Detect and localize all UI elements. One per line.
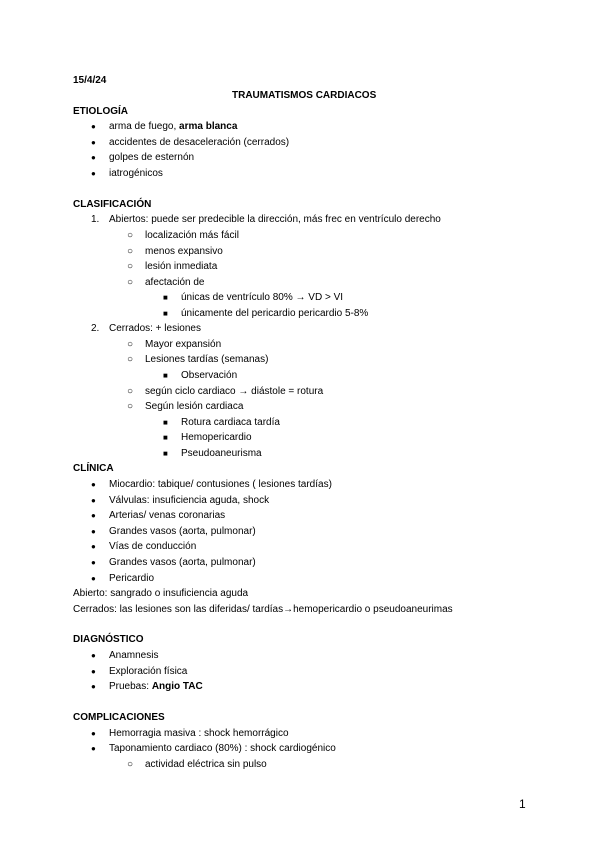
page-title: TRAUMATISMOS CARDIACOS xyxy=(232,90,377,101)
list-item: lesión inmediata xyxy=(145,261,218,272)
list-item: Miocardio: tabique/ contusiones ( lesiones tardías) xyxy=(109,479,332,490)
list-item: localización más fácil xyxy=(145,230,239,241)
circle-bullet-icon: ○ xyxy=(127,759,134,770)
list-item: Pericardio xyxy=(109,573,155,584)
list-item: Exploración física xyxy=(109,666,188,677)
circle-bullet-icon: ○ xyxy=(127,386,134,397)
list-item: Mayor expansión xyxy=(145,339,222,350)
list-item: arma de fuego, arma blanca xyxy=(109,121,238,132)
circle-bullet-icon: ○ xyxy=(127,401,134,412)
list-item: Válvulas: insuficiencia aguda, shock xyxy=(109,495,270,506)
list-item: Hemorragia masiva : shock hemorrágico xyxy=(109,728,289,739)
list-item: Hemopericardio xyxy=(181,432,252,443)
bullet-icon: ● xyxy=(91,558,96,567)
cerrados-note: Cerrados: las lesiones son las diferidas/ tardías→hemopericardio o pseudoaneurimas xyxy=(73,604,453,615)
bullet-icon: ● xyxy=(91,744,96,753)
list-item: Grandes vasos (aorta, pulmonar) xyxy=(109,526,256,537)
cerrados-item: Cerrados: + lesiones xyxy=(109,323,201,334)
square-bullet-icon: ■ xyxy=(163,418,168,427)
list-item: menos expansivo xyxy=(145,246,223,257)
list-item: Lesiones tardías (semanas) xyxy=(145,354,269,365)
circle-bullet-icon: ○ xyxy=(127,339,134,350)
complicaciones-heading: COMPLICACIONES xyxy=(73,712,165,723)
square-bullet-icon: ■ xyxy=(163,293,168,302)
bullet-icon: ● xyxy=(91,153,96,162)
list-number: 2. xyxy=(91,323,100,334)
list-item: Rotura cardiaca tardía xyxy=(181,417,280,428)
bullet-icon: ● xyxy=(91,496,96,505)
abiertos-item: Abiertos: puede ser predecible la dirección, más frec en ventrículo derecho xyxy=(109,214,441,225)
bullet-icon: ● xyxy=(91,667,96,676)
list-item: accidentes de desaceleración (cerrados) xyxy=(109,137,290,148)
circle-bullet-icon: ○ xyxy=(127,277,134,288)
list-item: Pruebas: Angio TAC xyxy=(109,681,203,692)
list-item: Observación xyxy=(181,370,238,381)
circle-bullet-icon: ○ xyxy=(127,354,134,365)
list-item: según ciclo cardiaco → diástole = rotura xyxy=(145,386,324,397)
square-bullet-icon: ■ xyxy=(163,433,168,442)
etiologia-heading: ETIOLOGÍA xyxy=(73,106,128,117)
bullet-icon: ● xyxy=(91,729,96,738)
bullet-icon: ● xyxy=(91,138,96,147)
bullet-icon: ● xyxy=(91,542,96,551)
bullet-icon: ● xyxy=(91,682,96,691)
list-item: Vías de conducción xyxy=(109,541,197,552)
circle-bullet-icon: ○ xyxy=(127,246,134,257)
list-item: Grandes vasos (aorta, pulmonar) xyxy=(109,557,256,568)
bullet-icon: ● xyxy=(91,169,96,178)
list-item: iatrogénicos xyxy=(109,168,163,179)
list-item: únicamente del pericardio pericardio 5-8% xyxy=(181,308,369,319)
bullet-icon: ● xyxy=(91,511,96,520)
circle-bullet-icon: ○ xyxy=(127,261,134,272)
list-item: Arterias/ venas coronarias xyxy=(109,510,226,521)
bullet-icon: ● xyxy=(91,574,96,583)
page-number: 1 xyxy=(519,797,526,811)
list-number: 1. xyxy=(91,214,100,225)
abierto-note: Abierto: sangrado o insuficiencia aguda xyxy=(73,588,249,599)
list-item: Taponamiento cardiaco (80%) : shock cardiogénico xyxy=(109,743,336,754)
list-item: Pseudoaneurisma xyxy=(181,448,262,459)
diagnostico-heading: DIAGNÓSTICO xyxy=(73,634,144,645)
bullet-icon: ● xyxy=(91,651,96,660)
square-bullet-icon: ■ xyxy=(163,371,168,380)
list-item: Según lesión cardiaca xyxy=(145,401,244,412)
list-item: golpes de esternón xyxy=(109,152,195,163)
square-bullet-icon: ■ xyxy=(163,449,168,458)
bullet-icon: ● xyxy=(91,122,96,131)
list-item: Anamnesis xyxy=(109,650,159,661)
clasificacion-heading: CLASIFICACIÓN xyxy=(73,199,152,210)
list-item: actividad eléctrica sin pulso xyxy=(145,759,267,770)
square-bullet-icon: ■ xyxy=(163,309,168,318)
bullet-icon: ● xyxy=(91,527,96,536)
circle-bullet-icon: ○ xyxy=(127,230,134,241)
bullet-icon: ● xyxy=(91,480,96,489)
date: 15/4/24 xyxy=(73,75,107,86)
list-item: únicas de ventrículo 80% → VD > VI xyxy=(181,292,344,303)
list-item: afectación de xyxy=(145,277,205,288)
clinica-heading: CLÍNICA xyxy=(73,463,114,474)
